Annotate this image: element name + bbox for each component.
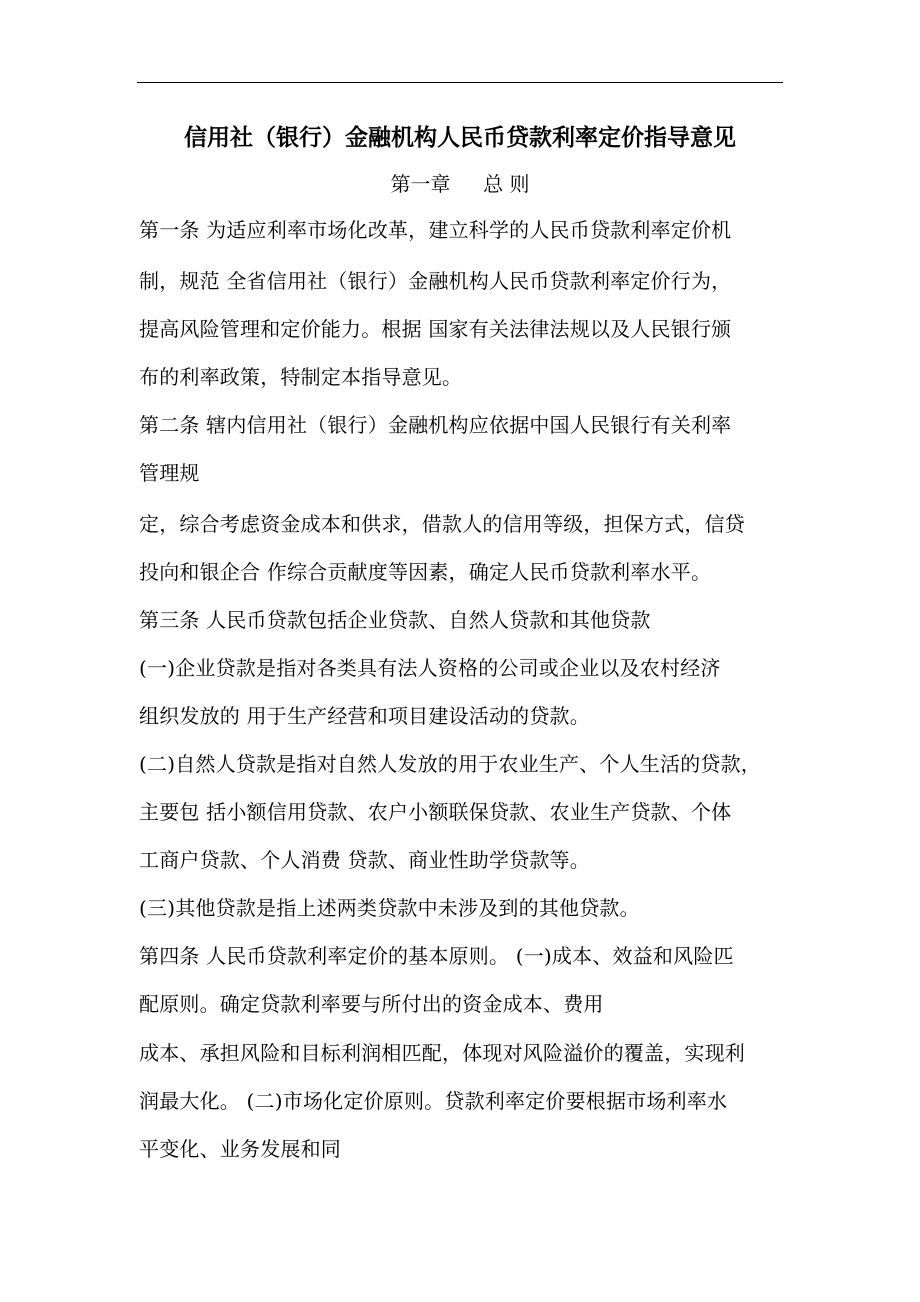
body-line: 第一条 为适应利率市场化改革，建立科学的人民币贷款利率定价机: [139, 218, 732, 242]
body-line: (一)企业贷款是指对各类具有法人资格的公司或企业以及农村经济: [139, 656, 721, 680]
body-line: 制，规范 全省信用社（银行）金融机构人民币贷款利率定价行为，: [139, 269, 732, 293]
body-line: 工商户贷款、个人消费 贷款、商业性助学贷款等。: [139, 848, 590, 872]
body-line: (三)其他贷款是指上述两类贷款中未涉及到的其他贷款。: [139, 896, 640, 920]
body-line: 主要包 括小额信用贷款、农户小额联保贷款、农业生产贷款、个体: [139, 800, 732, 824]
body-line: 平变化、业务发展和同: [139, 1137, 341, 1161]
body-line: 第三条 人民币贷款包括企业贷款、自然人贷款和其他贷款: [139, 608, 651, 632]
body-line: 提高风险管理和定价能力。根据 国家有关法律法规以及人民银行颁: [139, 317, 732, 341]
chapter-heading: 第一章 总 则: [390, 172, 530, 196]
body-line: 成本、承担风险和目标利润相匹配，体现对风险溢价的覆盖，实现利: [139, 1041, 745, 1065]
body-line: 润最大化。 (二)市场化定价原则。贷款利率定价要根据市场利率水: [139, 1089, 728, 1113]
body-line: 组织发放的 用于生产经营和项目建设活动的贷款。: [139, 704, 590, 728]
body-line: 第四条 人民币贷款利率定价的基本原则。 (一)成本、效益和风险匹: [139, 944, 734, 968]
document-title: 信用社（银行）金融机构人民币贷款利率定价指导意见: [184, 124, 736, 151]
header-rule: [137, 82, 783, 83]
body-line: 布的利率政策，特制定本指导意见。: [139, 365, 463, 389]
body-line: 配原则。确定贷款利率要与所付出的资金成本、费用: [139, 992, 604, 1016]
body-line: 定，综合考虑资金成本和供求，借款人的信用等级，担保方式，信贷: [139, 512, 745, 536]
body-line: 第二条 辖内信用社（银行）金融机构应依据中国人民银行有关利率: [139, 413, 732, 437]
body-line: 投向和银企合 作综合贡献度等因素，确定人民币贷款利率水平。: [139, 560, 712, 584]
body-line: (二)自然人贷款是指对自然人发放的用于农业生产、个人生活的贷款，: [139, 752, 762, 776]
body-line: 管理规: [139, 461, 200, 485]
